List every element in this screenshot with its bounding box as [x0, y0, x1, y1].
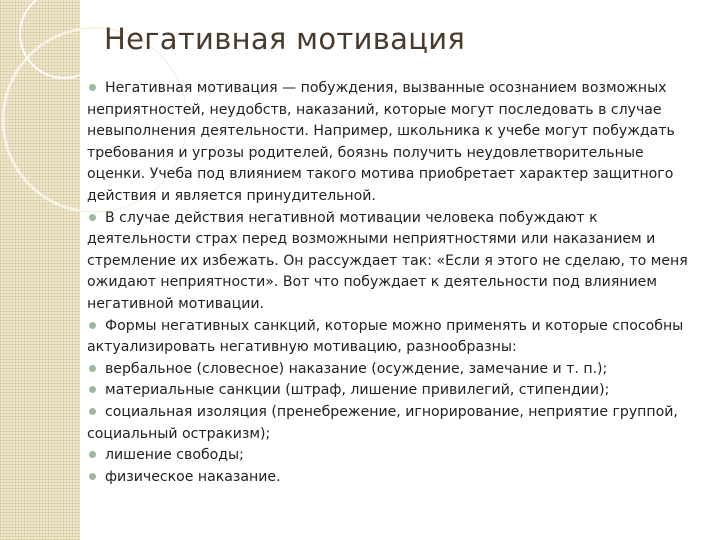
bullet-text: физическое наказание. — [105, 468, 281, 485]
bullet-item — [87, 467, 703, 489]
bullet-item — [87, 359, 703, 381]
slide-body — [87, 78, 703, 488]
bullet-item — [87, 445, 703, 467]
bullet-item — [87, 402, 703, 445]
bullet-text: вербальное (словесное) наказание (осуждение, замечание и т. п.); — [105, 360, 608, 377]
bullet-text: лишение свободы; — [105, 447, 244, 464]
bullet-icon — [89, 451, 96, 458]
bullet-icon — [89, 84, 96, 91]
bullet-text: материальные санкции (штраф, лишение привилегий, стипендии); — [105, 382, 610, 399]
bullet-icon — [89, 322, 96, 329]
bullet-item — [87, 78, 703, 208]
bullet-text: Негативная мотивация — побуждения, вызванные осознанием возможных неприятностей, неудобств, наказаний, которые могут последовать в случае невыполнения деятельности. Например, школьника к учебе могут побуждать требования и угрозы родителей, боязнь получить неудовлетворительные оценки. Учеба под влиянием такого мотива приобретает характер защитного действия и является принудительной. — [87, 80, 675, 204]
bullet-text: В случае действия негативной мотивации человека побуждают к деятельности страх перед возможными неприятностями или наказанием и стремление их избежать. Он рассуждает так: «Если я этого не сделаю, то меня ожидают неприятности». Вот что побуждает к деятельности под влиянием негативной мотивации. — [87, 209, 688, 312]
bullet-icon — [89, 408, 96, 415]
bullet-icon — [89, 214, 96, 221]
bullet-text: Формы негативных санкций, которые можно применять и которые способны актуализировать негативную мотивацию, разнообразны: — [87, 317, 684, 356]
bullet-text: социальная изоляция (пренебрежение, игнорирование, неприятие группой, социальный остракизм); — [87, 403, 678, 442]
bullet-icon — [89, 365, 96, 372]
decorative-side-band — [0, 0, 80, 540]
bullet-item — [87, 380, 703, 402]
bullet-item — [87, 316, 703, 359]
slide-title: Негативная мотивация — [104, 22, 466, 56]
bullet-item — [87, 208, 703, 316]
bullet-icon — [89, 473, 96, 480]
bullet-icon — [89, 386, 96, 393]
